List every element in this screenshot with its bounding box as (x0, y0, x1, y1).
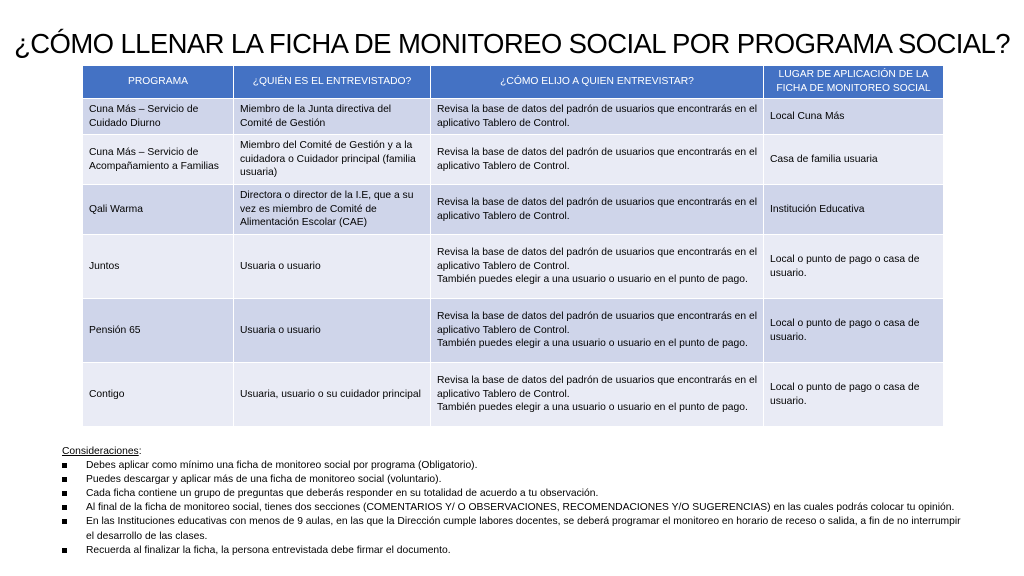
program-table (82, 65, 943, 427)
list-item (62, 473, 962, 487)
list-item-text: Puedes descargar y aplicar más de una ficha de monitoreo social (voluntario). (86, 474, 442, 486)
cell-programa: Cuna Más – Servicio de Cuidado Diurno (83, 99, 234, 135)
cell-entrevistado: Directora o director de la I.E, que a su vez es miembro de Comité de Alimentación Escolar (CAE) (234, 185, 431, 235)
square-bullet-icon (62, 548, 67, 553)
cell-como-elijo: Revisa la base de datos del padrón de usuarios que encontrarás en el aplicativo Tablero de Control. (431, 99, 764, 135)
considerations-colon: : (138, 446, 142, 457)
considerations-heading (62, 445, 962, 459)
page-title: ¿CÓMO LLENAR LA FICHA DE MONITOREO SOCIAL POR PROGRAMA SOCIAL? (14, 28, 1010, 59)
square-bullet-icon (62, 491, 67, 496)
considerations-section (62, 445, 962, 558)
cell-como-elijo: Revisa la base de datos del padrón de usuarios que encontrarás en el aplicativo Tablero de Control. También puedes elegir a una usuario o usuario en el punto de pago. (431, 363, 764, 427)
cell-lugar: Institución Educativa (764, 185, 944, 235)
list-item-text: Debes aplicar como mínimo una ficha de monitoreo social por programa (Obligatorio). (86, 460, 478, 472)
cell-lugar: Casa de familia usuaria (764, 135, 944, 185)
square-bullet-icon (62, 463, 67, 468)
list-item (62, 501, 962, 515)
cell-entrevistado: Usuaria o usuario (234, 235, 431, 299)
table-row (83, 135, 944, 185)
header-lugar: LUGAR DE APLICACIÓN DE LA FICHA DE MONITOREO SOCIAL (764, 66, 944, 99)
table-row (83, 235, 944, 299)
header-programa: PROGRAMA (83, 66, 234, 99)
list-item (62, 515, 962, 543)
cell-programa: Contigo (83, 363, 234, 427)
list-item (62, 487, 962, 501)
list-item (62, 459, 962, 473)
square-bullet-icon (62, 505, 67, 510)
square-bullet-icon (62, 519, 67, 524)
list-item (62, 544, 962, 558)
list-item-text: Al final de la ficha de monitoreo social, tienes dos secciones (COMENTARIOS Y/ O OBSERVACIONES, RECOMENDACIONES Y/O SUGERENCIAS) en las cuales podrás colocar tu opinión. (86, 502, 955, 514)
list-item-text: Cada ficha contiene un grupo de preguntas que deberás responder en su totalidad de acuerdo a tu observación. (86, 488, 599, 500)
cell-como-elijo: Revisa la base de datos del padrón de usuarios que encontrarás en el aplicativo Tablero de Control. También puedes elegir a una usuario o usuario en el punto de pago. (431, 235, 764, 299)
table-row (83, 185, 944, 235)
cell-lugar: Local o punto de pago o casa de usuario. (764, 299, 944, 363)
header-entrevistado: ¿QUIÉN ES EL ENTREVISTADO? (234, 66, 431, 99)
cell-lugar: Local o punto de pago o casa de usuario. (764, 235, 944, 299)
header-como-elijo: ¿CÓMO ELIJO A QUIEN ENTREVISTAR? (431, 66, 764, 99)
cell-como-elijo: Revisa la base de datos del padrón de usuarios que encontrarás en el aplicativo Tablero de Control. (431, 185, 764, 235)
cell-lugar: Local o punto de pago o casa de usuario. (764, 363, 944, 427)
list-item-text: En las Instituciones educativas con menos de 9 aulas, en las que la Dirección cumple labores docentes, se deberá programar el monitoreo en horario de receso o salida, a fin de no interrumpir el desarrollo de las clases. (86, 516, 961, 542)
list-item-text: Recuerda al finalizar la ficha, la persona entrevistada debe firmar el documento. (86, 544, 451, 556)
cell-entrevistado: Usuaria o usuario (234, 299, 431, 363)
cell-entrevistado: Usuaria, usuario o su cuidador principal (234, 363, 431, 427)
table-header-row (83, 66, 944, 99)
table-row (83, 363, 944, 427)
table-row (83, 299, 944, 363)
cell-programa: Cuna Más – Servicio de Acompañamiento a Familias (83, 135, 234, 185)
considerations-title: Consideraciones (62, 446, 139, 457)
cell-lugar: Local Cuna Más (764, 99, 944, 135)
cell-programa: Qali Warma (83, 185, 234, 235)
cell-entrevistado: Miembro del Comité de Gestión y a la cuidadora o Cuidador principal (familia usuaria) (234, 135, 431, 185)
cell-programa: Juntos (83, 235, 234, 299)
square-bullet-icon (62, 477, 67, 482)
considerations-list (62, 459, 962, 558)
cell-como-elijo: Revisa la base de datos del padrón de usuarios que encontrarás en el aplicativo Tablero de Control. También puedes elegir a una usuario o usuario en el punto de pago. (431, 299, 764, 363)
cell-como-elijo: Revisa la base de datos del padrón de usuarios que encontrarás en el aplicativo Tablero de Control. (431, 135, 764, 185)
table-row (83, 99, 944, 135)
cell-entrevistado: Miembro de la Junta directiva del Comité de Gestión (234, 99, 431, 135)
cell-programa: Pensión 65 (83, 299, 234, 363)
